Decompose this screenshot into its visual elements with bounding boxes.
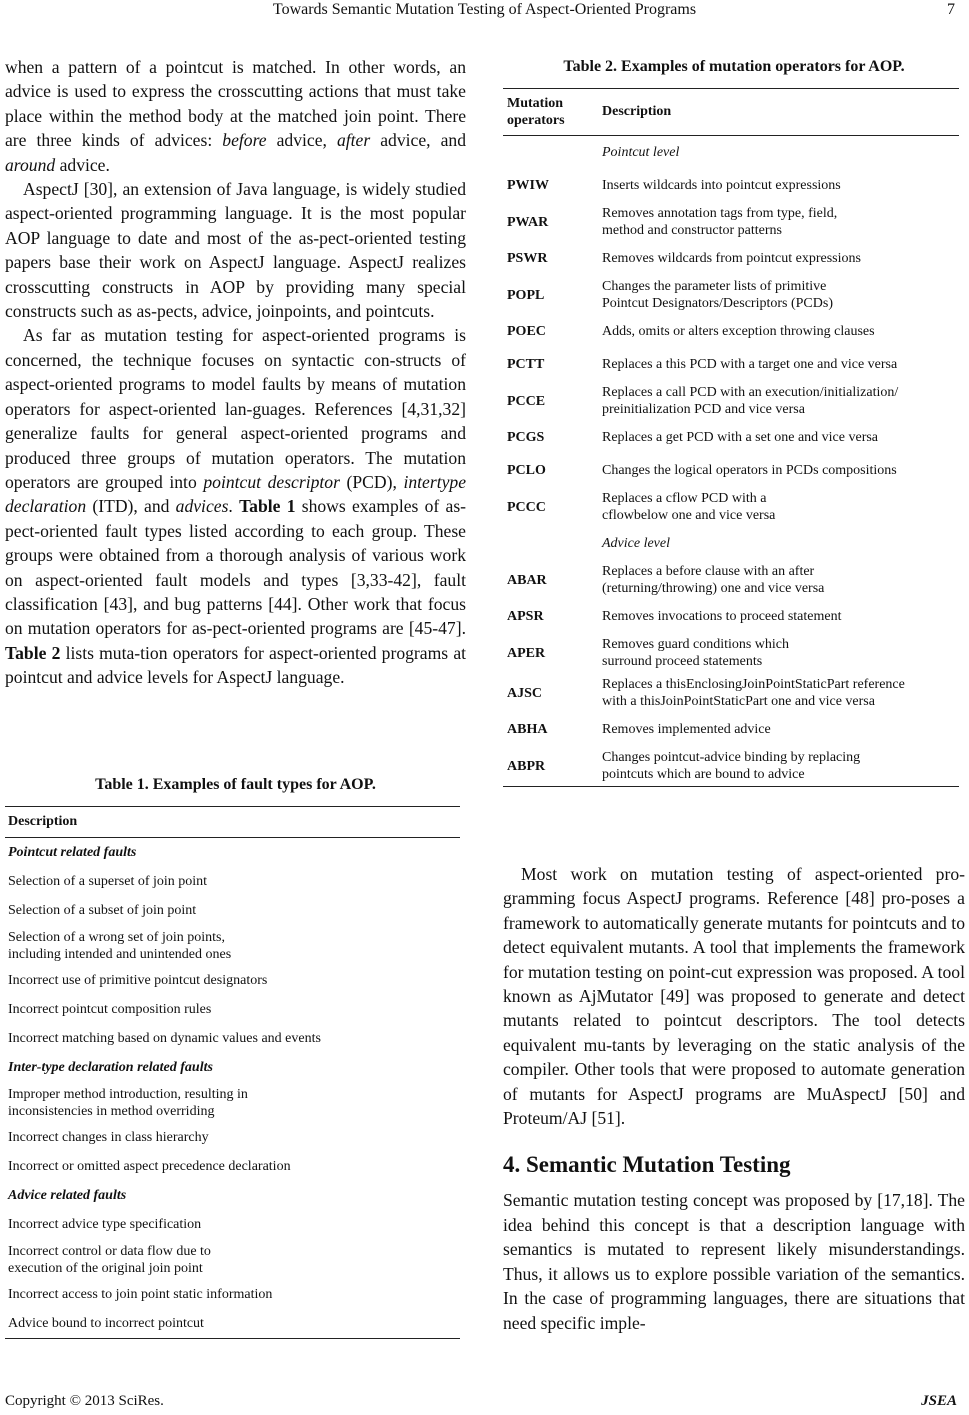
table1-cell: Incorrect or omitted aspect precedence declaration	[8, 1159, 291, 1174]
table1-body	[5, 838, 460, 1338]
table1-section-row	[5, 1181, 460, 1210]
operator-description	[602, 535, 959, 552]
paragraph-advice-kinds	[5, 55, 466, 177]
table2-row	[503, 202, 959, 242]
operator-description	[602, 323, 959, 340]
description-line: (returning/throwing) one and vice versa	[602, 581, 825, 596]
table1-cell: Incorrect matching based on dynamic values and events	[8, 1031, 321, 1046]
description-line: pointcuts which are bound to advice	[602, 767, 805, 782]
table2-row	[503, 673, 959, 713]
operator-description	[602, 356, 959, 373]
description-line: Pointcut Designators/Descriptors (PCDs)	[602, 296, 833, 311]
operator-code: PCCC	[507, 499, 546, 515]
description-line: Removes implemented advice	[602, 722, 771, 737]
table1-row	[5, 1082, 460, 1123]
operator-description	[602, 721, 959, 738]
text-run: advice,	[266, 130, 337, 151]
description-line: Adds, omits or alters exception throwing clauses	[602, 324, 875, 339]
table1-cell-line2: execution of the original join point	[8, 1260, 203, 1276]
description-line: Removes guard conditions which	[602, 637, 790, 652]
table1-cell: Incorrect pointcut composition rules	[8, 1002, 212, 1017]
operator-code: AJSC	[507, 685, 543, 701]
text-run: advice.	[55, 154, 110, 175]
table1-row	[5, 995, 460, 1024]
table1-cell: Advice bound to incorrect pointcut	[8, 1316, 204, 1331]
copyright: Copyright © 2013 SciRes.	[5, 1393, 164, 1409]
table1-cell: Advice related faults	[8, 1188, 127, 1203]
table1-cell: Incorrect control or data flow due to	[8, 1243, 211, 1259]
description-line: Replaces a cflow PCD with a	[602, 491, 767, 506]
description-line: Changes the logical operators in PCDs compositions	[602, 463, 897, 478]
operator-code: PWAR	[507, 214, 549, 230]
description-line: Removes invocations to proceed statement	[602, 609, 842, 624]
table2-row	[503, 746, 959, 786]
table1-section-row	[5, 1053, 460, 1082]
description-line: cflowbelow one and vice versa	[602, 508, 776, 523]
operator-code: POEC	[507, 324, 546, 339]
description-line: with a thisJoinPointStaticPart one and vice versa	[602, 694, 875, 709]
table1-row	[5, 896, 460, 925]
operator-code: PCCE	[507, 393, 546, 409]
description-line: surround proceed statements	[602, 654, 763, 669]
table1-row	[5, 1210, 460, 1239]
paragraph-aspectj: AspectJ [30], an extension of Java language, is widely studied aspect-oriented programming language. It is the most popular AOP language to date and most of the as-pect-oriented testing papers base their work on AspectJ language. AspectJ realizes crosscutting constructs in AOP by providing many special constructs such as as-pects, advice, joinpoints, and pointcuts.	[5, 179, 466, 322]
description-line: Replaces a before clause with an after	[602, 564, 815, 579]
table1-row	[5, 1024, 460, 1053]
operator-code: ABHA	[507, 722, 548, 737]
operator-description	[602, 749, 959, 783]
section-heading: 4. Semantic Mutation Testing	[503, 1152, 791, 1178]
table1	[5, 806, 460, 1339]
term-around: around	[5, 154, 56, 175]
table1-cell: Selection of a superset of join point	[8, 874, 208, 889]
table2-row	[503, 275, 959, 315]
table2-body	[503, 136, 959, 786]
operator-code: PSWR	[507, 251, 548, 266]
description-line: Removes wildcards from pointcut expressions	[602, 251, 861, 266]
header-op-line: Mutation	[507, 96, 563, 111]
table1-cell: Incorrect advice type specification	[8, 1217, 202, 1232]
table1-row	[5, 966, 460, 995]
paragraph-mutation-tools: Most work on mutation testing of aspect-oriented pro-gramming focus AspectJ programs. Reference [48] pro-poses a framework to automatically generate mutants for pointcuts and to detect equivalent mutants. A tool that implements the framework for mutation testing on point-cut expression was proposed. A tool known as AjMutator [49] was proposed to generate and detect mutants related to pointcut descriptors. The tool detects equivalent mu-tants by leveraging on the static analysis of the compiler. Other tools that were proposed to automate generation of mutants for AspectJ programs are MuAspectJ [50] and Proteum/AJ [51].	[503, 864, 965, 1129]
operator-description	[602, 384, 959, 418]
table2-row	[503, 633, 959, 673]
description-line: Advice level	[602, 536, 671, 551]
text-run: (ITD), and	[86, 496, 176, 517]
table2-row	[503, 713, 959, 746]
operator-description	[602, 490, 959, 524]
operator-description	[602, 177, 959, 194]
table1-row	[5, 1309, 460, 1338]
table1-row	[5, 867, 460, 896]
table2-reference: Table 2	[5, 642, 61, 663]
table1-cell: Incorrect changes in class hierarchy	[8, 1130, 209, 1145]
text-run: shows examples of as-pect-oriented fault types listed according to each group. These groups were obtained from a thorough analysis of various work on aspect-oriented fault models and types [3,33-42], fault classification [43], and bug patterns [44]. Other work that focus on mutation operators for as-pect-oriented programs are [45-47].	[5, 496, 467, 639]
table2-header-operators	[503, 95, 602, 129]
operator-code: APSR	[507, 609, 544, 624]
operator-description	[602, 676, 959, 710]
description-line: Inserts wildcards into pointcut expressions	[602, 178, 841, 193]
text-run: As far as mutation testing for aspect-oriented programs is concerned, the technique focuses on syntactic con-structs of aspect-oriented programs to model faults by means of mutation operators for aspect-oriented lan-guages. References [4,31,32] generalize faults for general aspect-oriented programs and produced three groups of mutation operators. The mutation operators are grouped into	[5, 325, 466, 492]
right-column	[503, 862, 965, 1335]
table1-cell: Improper method introduction, resulting in	[8, 1086, 248, 1102]
term-after: after	[336, 130, 371, 151]
table2-row	[503, 487, 959, 527]
left-column	[5, 55, 466, 690]
operator-code: PWIW	[507, 178, 549, 193]
table2-header-description: Description	[602, 104, 672, 119]
description-line: Pointcut level	[602, 145, 680, 160]
page-header	[0, 0, 969, 24]
table2-section-row	[503, 136, 959, 169]
operator-code: PCTT	[507, 357, 545, 372]
description-line: Removes annotation tags from type, field,	[602, 206, 838, 221]
table1-section-row	[5, 838, 460, 867]
table1-cell: Incorrect use of primitive pointcut designators	[8, 973, 268, 988]
description-line: Replaces a thisEnclosingJoinPointStaticPart reference	[602, 677, 905, 692]
table2	[503, 88, 959, 787]
table2-row	[503, 315, 959, 348]
table2-row	[503, 421, 959, 454]
description-line: Replaces a get PCD with a set one and vice versa	[602, 430, 879, 445]
table1-cell: Inter-type declaration related faults	[8, 1060, 213, 1075]
operator-description	[602, 205, 959, 239]
table1-cell: Selection of a wrong set of join points,	[8, 929, 225, 945]
operator-description	[602, 636, 959, 670]
running-title: Towards Semantic Mutation Testing of Aspect-Oriented Programs	[272, 1, 697, 18]
table2-caption: Table 2. Examples of mutation operators for AOP.	[563, 58, 905, 75]
text-run: .	[228, 496, 240, 517]
description-line: Changes pointcut-advice binding by replacing	[602, 750, 861, 765]
operator-code: PCLO	[507, 463, 546, 478]
operator-code: ABAR	[507, 572, 547, 588]
table2-row	[503, 381, 959, 421]
operator-code: POPL	[507, 287, 545, 303]
text-run: (PCD),	[339, 471, 404, 492]
table1-row	[5, 925, 460, 966]
table2-header	[503, 89, 959, 136]
table1-header: Description	[5, 807, 460, 838]
term-itd: intertype declaration	[5, 471, 467, 517]
operator-description	[602, 429, 959, 446]
paragraph-semantic-mutation: Semantic mutation testing concept was proposed by [17,18]. The idea behind this concept is that a description language with semantics is mutated to represent likely misunderstandings. Thus, it allows us to explore possible variation of the semantics. In the case of programming languages, there are situations that need specific imple-	[503, 1190, 965, 1333]
operator-code: PCGS	[507, 430, 545, 445]
paragraph-mutation-testing-aop	[5, 323, 466, 689]
page-number: 7	[947, 1, 955, 18]
operator-description	[602, 278, 959, 312]
term-advices: advices	[175, 496, 229, 517]
text-run: advice, and	[370, 130, 466, 151]
table1-cell-line2: including intended and unintended ones	[8, 946, 232, 962]
term-before: before	[222, 130, 267, 151]
operator-description	[602, 563, 959, 597]
table2-section-row	[503, 527, 959, 560]
table2-row	[503, 454, 959, 487]
operator-description	[602, 608, 959, 625]
operator-code: APER	[507, 645, 546, 661]
table1-cell: Selection of a subset of join point	[8, 903, 197, 918]
table1-cell: Incorrect access to join point static information	[8, 1287, 273, 1302]
table1-row	[5, 1280, 460, 1309]
table1-cell-line2: inconsistencies in method overriding	[8, 1103, 215, 1119]
operator-description	[602, 250, 959, 267]
text-run: lists muta-tion operators for aspect-oriented programs at pointcut and advice levels for AspectJ language.	[5, 642, 467, 688]
operator-description	[602, 144, 959, 161]
description-line: Replaces a call PCD with an execution/initialization/	[602, 385, 899, 400]
operator-code: ABPR	[507, 758, 546, 774]
table1-row	[5, 1123, 460, 1152]
table1-caption: Table 1. Examples of fault types for AOP.	[95, 776, 376, 793]
table2-row	[503, 242, 959, 275]
table1-row	[5, 1239, 460, 1280]
header-op-line: operators	[507, 113, 565, 128]
journal-name: JSEA	[921, 1393, 957, 1409]
text-run: when a pattern of a pointcut is matched. In other words, an advice is used to express the crosscutting actions that must take place within the method body at the matched join point. There are three kinds of advices:	[5, 57, 466, 151]
table2-row	[503, 169, 959, 202]
description-line: Replaces a this PCD with a target one and vice versa	[602, 357, 898, 372]
table2-row	[503, 600, 959, 633]
table2-row	[503, 348, 959, 381]
operator-description	[602, 462, 959, 479]
description-line: method and constructor patterns	[602, 223, 783, 238]
table1-cell: Pointcut related faults	[8, 845, 137, 860]
table1-reference: Table 1	[239, 496, 296, 517]
description-line: Changes the parameter lists of primitive	[602, 279, 827, 294]
table1-row	[5, 1152, 460, 1181]
table2-row	[503, 560, 959, 600]
term-pcd: pointcut descriptor	[203, 471, 340, 492]
description-line: preinitialization PCD and vice versa	[602, 402, 805, 417]
